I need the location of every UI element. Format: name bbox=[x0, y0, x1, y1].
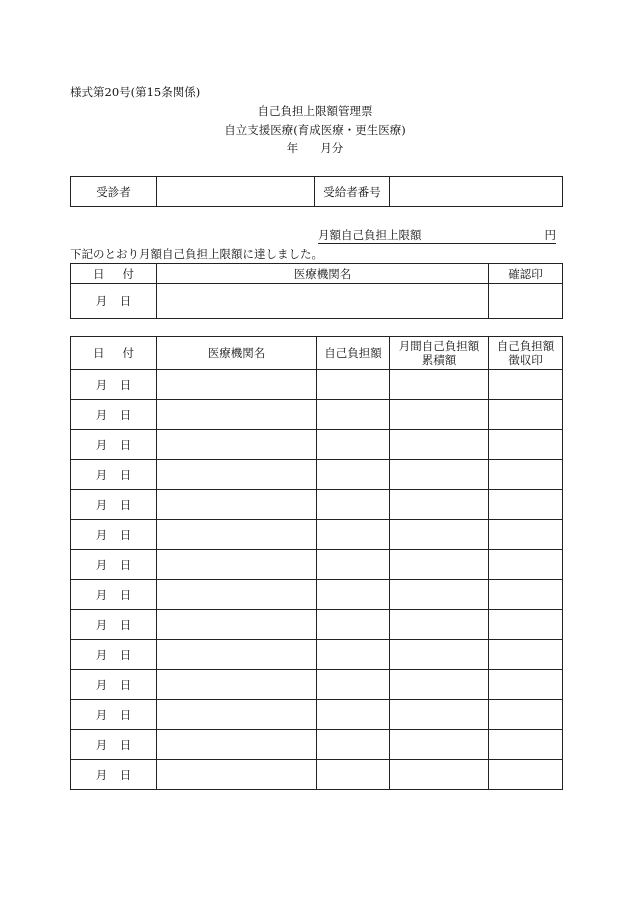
recipient-number-field[interactable] bbox=[390, 177, 563, 207]
page-title: 自己負担上限額管理票 bbox=[257, 104, 373, 118]
copay-cell[interactable] bbox=[317, 400, 390, 430]
receipt-seal-cell[interactable] bbox=[489, 430, 563, 460]
receipt-seal-header: 自己負担額 徴収印 bbox=[489, 337, 563, 370]
institution-cell[interactable] bbox=[157, 370, 317, 400]
cumulative-cell[interactable] bbox=[390, 700, 489, 730]
date-cell[interactable]: 月 日 bbox=[71, 520, 157, 550]
copay-cell[interactable] bbox=[317, 460, 390, 490]
date-cell[interactable]: 月 日 bbox=[71, 400, 157, 430]
table-row bbox=[71, 670, 563, 700]
seal-cell[interactable] bbox=[489, 284, 563, 319]
institution-cell[interactable] bbox=[157, 550, 317, 580]
date-cell[interactable]: 月 日 bbox=[71, 670, 157, 700]
copay-cell[interactable] bbox=[317, 490, 390, 520]
institution-cell[interactable] bbox=[157, 610, 317, 640]
institution-header: 医療機関名 bbox=[157, 264, 489, 284]
institution-cell[interactable] bbox=[157, 430, 317, 460]
copay-cell[interactable] bbox=[317, 550, 390, 580]
table-row bbox=[71, 490, 563, 520]
date-cell[interactable]: 月 日 bbox=[71, 370, 157, 400]
table-row bbox=[71, 520, 563, 550]
date-cell[interactable]: 月 日 bbox=[71, 730, 157, 760]
date-cell[interactable]: 月 日 bbox=[71, 284, 157, 319]
recipient-number-label: 受給者番号 bbox=[315, 177, 390, 207]
table-row bbox=[71, 430, 563, 460]
receipt-seal-cell[interactable] bbox=[489, 550, 563, 580]
period-line bbox=[0, 140, 630, 156]
cumulative-cell[interactable] bbox=[390, 520, 489, 550]
limit-reached-table bbox=[70, 263, 563, 319]
date-cell[interactable]: 月 日 bbox=[71, 760, 157, 790]
cumulative-header: 月間自己負担額 累積額 bbox=[390, 337, 489, 370]
cumulative-cell[interactable] bbox=[390, 490, 489, 520]
cumulative-cell[interactable] bbox=[390, 670, 489, 700]
institution-cell[interactable] bbox=[157, 520, 317, 550]
cumulative-cell[interactable] bbox=[390, 580, 489, 610]
receipt-seal-cell[interactable] bbox=[489, 460, 563, 490]
institution-header: 医療機関名 bbox=[157, 337, 317, 370]
copay-header: 自己負担額 bbox=[317, 337, 390, 370]
patient-field[interactable] bbox=[157, 177, 315, 207]
table-row bbox=[71, 460, 563, 490]
copay-cell[interactable] bbox=[317, 610, 390, 640]
cumulative-cell[interactable] bbox=[390, 550, 489, 580]
copay-cell[interactable] bbox=[317, 760, 390, 790]
date-cell[interactable]: 月 日 bbox=[71, 580, 157, 610]
receipt-seal-cell[interactable] bbox=[489, 580, 563, 610]
cumulative-cell[interactable] bbox=[390, 610, 489, 640]
page-subtitle: 自立支援医療(育成医療・更生医療) bbox=[224, 123, 406, 137]
receipt-seal-cell[interactable] bbox=[489, 760, 563, 790]
receipt-seal-cell[interactable] bbox=[489, 670, 563, 700]
receipt-seal-cell[interactable] bbox=[489, 700, 563, 730]
monthly-limit-line bbox=[318, 228, 556, 244]
institution-cell[interactable] bbox=[157, 400, 317, 430]
copay-cell[interactable] bbox=[317, 430, 390, 460]
cumulative-cell[interactable] bbox=[390, 430, 489, 460]
recipient-table bbox=[70, 176, 563, 207]
patient-label: 受診者 bbox=[71, 177, 157, 207]
date-cell[interactable]: 月 日 bbox=[71, 640, 157, 670]
cumulative-cell[interactable] bbox=[390, 370, 489, 400]
copay-cell[interactable] bbox=[317, 370, 390, 400]
date-header: 日 付 bbox=[71, 337, 157, 370]
date-cell[interactable]: 月 日 bbox=[71, 550, 157, 580]
year-label: 年 bbox=[286, 141, 299, 155]
institution-cell[interactable] bbox=[157, 460, 317, 490]
cumulative-cell[interactable] bbox=[390, 460, 489, 490]
table-row bbox=[71, 550, 563, 580]
institution-cell[interactable] bbox=[157, 580, 317, 610]
cumulative-cell[interactable] bbox=[390, 730, 489, 760]
institution-cell[interactable] bbox=[157, 490, 317, 520]
institution-cell[interactable] bbox=[157, 284, 489, 319]
receipt-seal-cell[interactable] bbox=[489, 370, 563, 400]
receipt-seal-cell[interactable] bbox=[489, 400, 563, 430]
receipt-seal-cell[interactable] bbox=[489, 730, 563, 760]
institution-cell[interactable] bbox=[157, 700, 317, 730]
date-cell[interactable]: 月 日 bbox=[71, 490, 157, 520]
table-row bbox=[71, 760, 563, 790]
copay-cell[interactable] bbox=[317, 670, 390, 700]
receipt-seal-cell[interactable] bbox=[489, 490, 563, 520]
date-cell[interactable]: 月 日 bbox=[71, 460, 157, 490]
cumulative-cell[interactable] bbox=[390, 400, 489, 430]
copay-cell[interactable] bbox=[317, 700, 390, 730]
table-row bbox=[71, 700, 563, 730]
date-cell[interactable]: 月 日 bbox=[71, 430, 157, 460]
institution-cell[interactable] bbox=[157, 730, 317, 760]
form-number: 様式第20号(第15条関係) bbox=[70, 85, 201, 99]
copay-cell[interactable] bbox=[317, 580, 390, 610]
date-header: 日 付 bbox=[71, 264, 157, 284]
institution-cell[interactable] bbox=[157, 640, 317, 670]
institution-cell[interactable] bbox=[157, 670, 317, 700]
receipt-seal-cell[interactable] bbox=[489, 610, 563, 640]
copay-cell[interactable] bbox=[317, 640, 390, 670]
receipt-seal-cell[interactable] bbox=[489, 640, 563, 670]
notice-text: 下記のとおり月額自己負担上限額に達しました。 bbox=[70, 247, 323, 261]
yen-unit: 円 bbox=[544, 228, 556, 242]
monthly-limit-label: 月額自己負担上限額 bbox=[318, 228, 422, 242]
seal-header: 確認印 bbox=[489, 264, 563, 284]
table-row bbox=[71, 730, 563, 760]
table-row bbox=[71, 640, 563, 670]
table-row bbox=[71, 580, 563, 610]
receipt-seal-cell[interactable] bbox=[489, 520, 563, 550]
copay-cell[interactable] bbox=[317, 520, 390, 550]
cumulative-cell[interactable] bbox=[390, 760, 489, 790]
table-row bbox=[71, 610, 563, 640]
date-cell[interactable]: 月 日 bbox=[71, 700, 157, 730]
month-label: 月分 bbox=[320, 141, 344, 155]
copay-cell[interactable] bbox=[317, 730, 390, 760]
copay-log-table bbox=[70, 336, 563, 790]
date-cell[interactable]: 月 日 bbox=[71, 610, 157, 640]
institution-cell[interactable] bbox=[157, 760, 317, 790]
table-row bbox=[71, 370, 563, 400]
cumulative-cell[interactable] bbox=[390, 640, 489, 670]
table-row bbox=[71, 400, 563, 430]
